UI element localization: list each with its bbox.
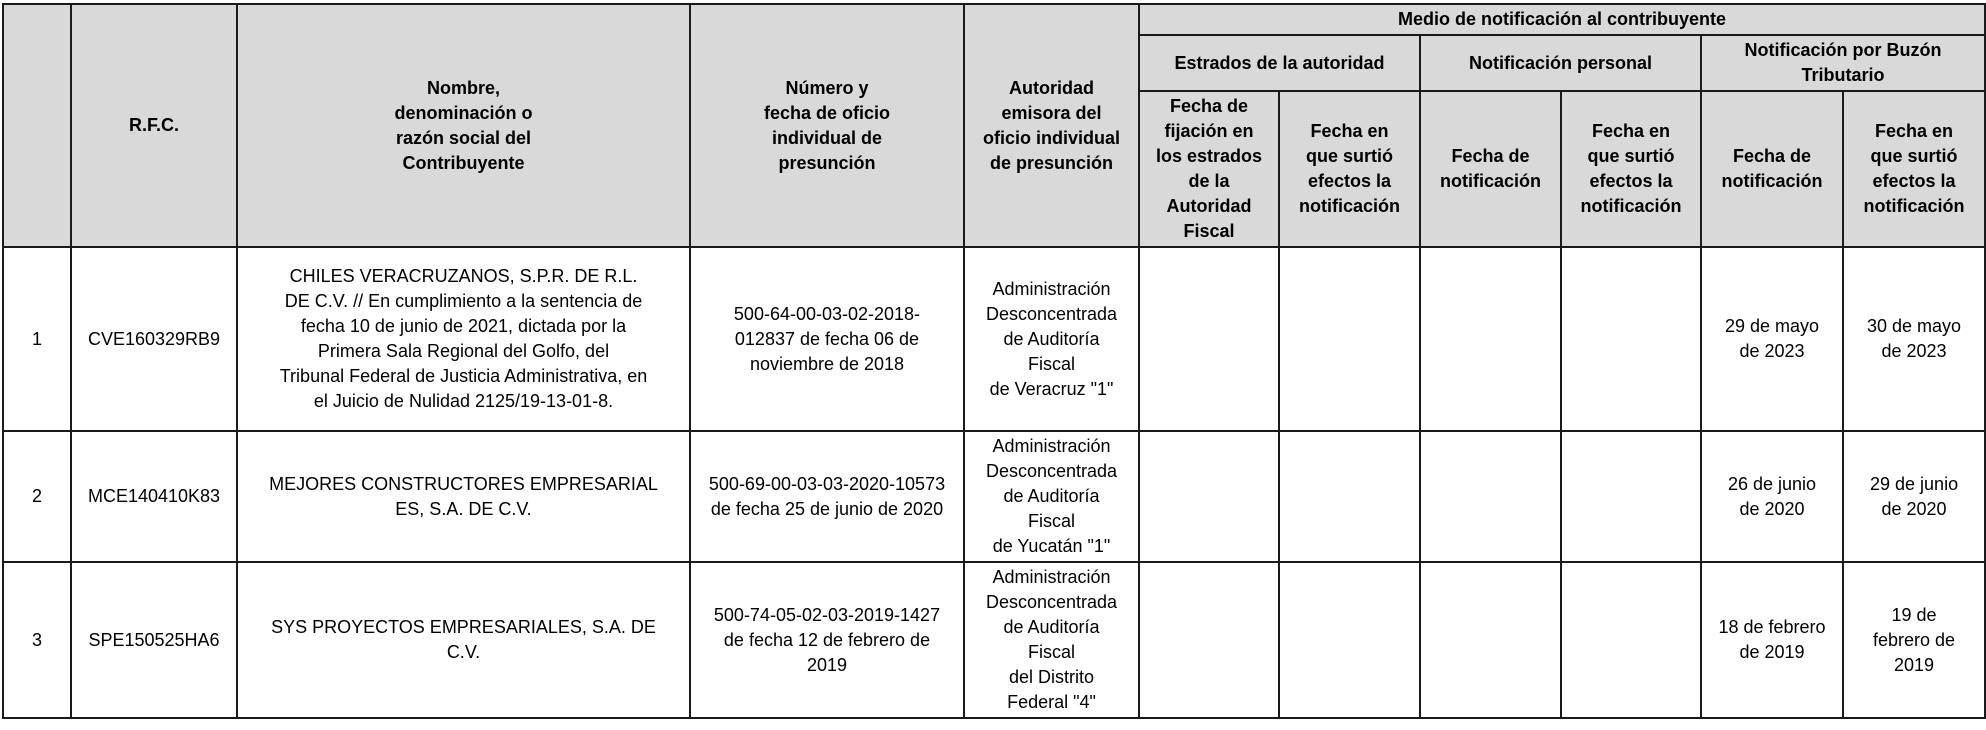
cell-estrados-efectos (1279, 562, 1420, 718)
cell-autoridad: Administración Desconcentrada de Auditoría Fiscal de Yucatán "1" (964, 431, 1139, 562)
table-row (3, 247, 1985, 431)
cell-buzon-efectos: 30 de mayo de 2023 (1843, 247, 1985, 431)
table-row (3, 562, 1985, 718)
table-body (3, 247, 1985, 718)
header-personal-fecha-efectos: Fecha en que surtió efectos la notificación (1561, 91, 1701, 247)
cell-buzon-efectos: 19 de febrero de 2019 (1843, 562, 1985, 718)
cell-nombre: MEJORES CONSTRUCTORES EMPRESARIAL ES, S.A. DE C.V. (237, 431, 690, 562)
cell-buzon-notificacion: 29 de mayo de 2023 (1701, 247, 1843, 431)
header-estrados-fecha-fijacion: Fecha de fijación en los estrados de la Autoridad Fiscal (1139, 91, 1279, 247)
notification-table (2, 3, 1986, 719)
cell-buzon-notificacion: 18 de febrero de 2019 (1701, 562, 1843, 718)
cell-personal-notificacion (1420, 247, 1561, 431)
header-estrados-fecha-efectos: Fecha en que surtió efectos la notificación (1279, 91, 1420, 247)
header-buzon-fecha-notificacion: Fecha de notificación (1701, 91, 1843, 247)
header-row-1 (3, 4, 1985, 35)
cell-oficio: 500-74-05-02-03-2019-1427 de fecha 12 de febrero de 2019 (690, 562, 964, 718)
cell-num: 2 (3, 431, 71, 562)
cell-num: 1 (3, 247, 71, 431)
cell-buzon-notificacion: 26 de junio de 2020 (1701, 431, 1843, 562)
cell-personal-efectos (1561, 562, 1701, 718)
cell-estrados-efectos (1279, 247, 1420, 431)
cell-personal-notificacion (1420, 562, 1561, 718)
header-group-buzon: Notificación por Buzón Tributario (1701, 35, 1985, 91)
cell-nombre: SYS PROYECTOS EMPRESARIALES, S.A. DE C.V. (237, 562, 690, 718)
cell-autoridad: Administración Desconcentrada de Auditoría Fiscal del Distrito Federal "4" (964, 562, 1139, 718)
header-autoridad-emisora: Autoridad emisora del oficio individual de presunción (964, 4, 1139, 247)
table-header (3, 4, 1985, 247)
cell-estrados-fijacion (1139, 247, 1279, 431)
cell-nombre: CHILES VERACRUZANOS, S.P.R. DE R.L. DE C.V. // En cumplimiento a la sentencia de fecha 10 de junio de 2021, dictada por la Primera Sala Regional del Golfo, del Tribunal Federal de Justicia Administrativa, en el Juicio de Nulidad 2125/19-13-01-8. (237, 247, 690, 431)
header-medio-notificacion: Medio de notificación al contribuyente (1139, 4, 1985, 35)
cell-buzon-efectos: 29 de junio de 2020 (1843, 431, 1985, 562)
cell-rfc: CVE160329RB9 (71, 247, 237, 431)
header-group-personal: Notificación personal (1420, 35, 1701, 91)
cell-estrados-fijacion (1139, 562, 1279, 718)
cell-estrados-fijacion (1139, 431, 1279, 562)
header-nombre: Nombre, denominación o razón social del Contribuyente (237, 4, 690, 247)
cell-rfc: SPE150525HA6 (71, 562, 237, 718)
cell-personal-notificacion (1420, 431, 1561, 562)
cell-oficio: 500-64-00-03-02-2018- 012837 de fecha 06 de noviembre de 2018 (690, 247, 964, 431)
cell-rfc: MCE140410K83 (71, 431, 237, 562)
table-row (3, 431, 1985, 562)
header-buzon-fecha-efectos: Fecha en que surtió efectos la notificación (1843, 91, 1985, 247)
cell-oficio: 500-69-00-03-03-2020-10573 de fecha 25 de junio de 2020 (690, 431, 964, 562)
header-numero-fecha-oficio: Número y fecha de oficio individual de presunción (690, 4, 964, 247)
cell-personal-efectos (1561, 431, 1701, 562)
cell-num: 3 (3, 562, 71, 718)
header-group-estrados: Estrados de la autoridad (1139, 35, 1420, 91)
cell-autoridad: Administración Desconcentrada de Auditoría Fiscal de Veracruz "1" (964, 247, 1139, 431)
cell-estrados-efectos (1279, 431, 1420, 562)
header-num (3, 4, 71, 247)
header-personal-fecha-notificacion: Fecha de notificación (1420, 91, 1561, 247)
cell-personal-efectos (1561, 247, 1701, 431)
header-rfc: R.F.C. (71, 4, 237, 247)
